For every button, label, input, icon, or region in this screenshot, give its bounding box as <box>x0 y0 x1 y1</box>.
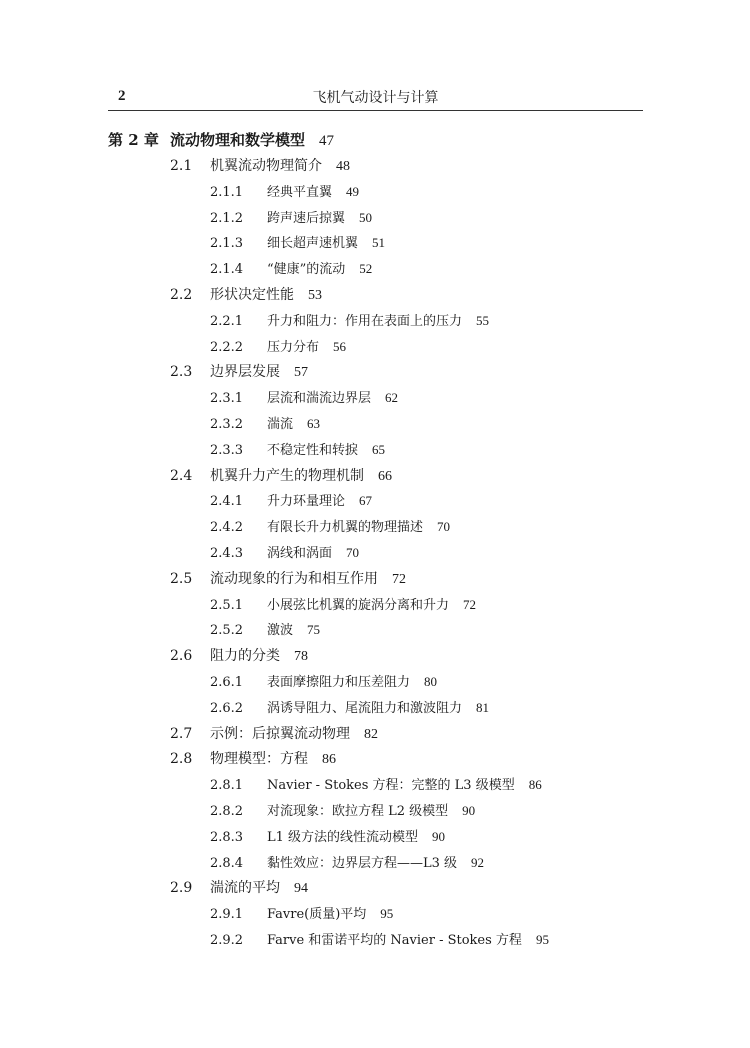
running-header <box>108 84 643 111</box>
entry-title: 黏性效应：边界层方程——L3 级 <box>267 856 458 871</box>
toc-subsection-entry <box>210 518 450 537</box>
toc-chapter-heading <box>108 131 334 150</box>
entry-page: 57 <box>294 365 308 380</box>
entry-title: 阻力的分类 <box>210 648 280 664</box>
toc-section-entry <box>170 467 392 486</box>
entry-number: 2.3.1 <box>210 391 244 406</box>
entry-page: 78 <box>294 649 308 664</box>
entry-title: 边界层发展 <box>210 364 280 380</box>
entry-number: 2.4 <box>170 468 193 484</box>
entry-page: 63 <box>307 416 321 431</box>
toc-section-entry <box>170 879 308 898</box>
entry-number: 2.1.3 <box>210 236 244 251</box>
entry-page: 94 <box>294 881 308 896</box>
entry-title: 不稳定性和转捩 <box>267 443 359 458</box>
entry-page: 72 <box>392 572 406 587</box>
entry-page: 56 <box>333 339 347 354</box>
entry-number: 2.9.2 <box>210 933 244 948</box>
entry-page: 67 <box>359 493 373 508</box>
entry-title: 经典平直翼 <box>267 185 333 200</box>
toc-subsection-entry <box>210 802 475 821</box>
entry-title: 升力和阻力：作用在表面上的压力 <box>267 314 463 329</box>
entry-title: 形状决定性能 <box>210 287 294 303</box>
toc-section-entry <box>170 363 308 382</box>
entry-number: 2.3 <box>170 364 193 380</box>
entry-title: 流动现象的行为和相互作用 <box>210 571 378 587</box>
entry-number: 2.6 <box>170 648 193 664</box>
toc-subsection-entry <box>210 389 398 408</box>
entry-title: 示例：后掠翼流动物理 <box>210 726 350 742</box>
entry-number: 2.4.2 <box>210 520 244 535</box>
entry-number: 2.4.1 <box>210 494 244 509</box>
entry-page: 49 <box>346 184 360 199</box>
entry-page: 72 <box>463 597 477 612</box>
entry-number: 2.8.1 <box>210 778 244 793</box>
entry-number: 2.1.1 <box>210 185 244 200</box>
toc-subsection-entry <box>210 260 372 279</box>
toc-subsection-entry <box>210 441 385 460</box>
toc-subsection-entry <box>210 828 445 847</box>
toc-subsection-entry <box>210 183 359 202</box>
entry-title: 机翼升力产生的物理机制 <box>210 468 364 484</box>
entry-number: 2.5.1 <box>210 598 244 613</box>
toc-section-entry <box>170 157 350 176</box>
entry-page: 53 <box>308 288 322 303</box>
toc-section-entry <box>170 570 406 589</box>
entry-number: 2.5 <box>170 571 193 587</box>
toc-section-entry <box>170 647 308 666</box>
entry-page: 62 <box>385 390 399 405</box>
entry-title: 小展弦比机翼的旋涡分离和升力 <box>267 598 450 613</box>
entry-page: 65 <box>372 442 386 457</box>
entry-title: 机翼流动物理简介 <box>210 158 322 174</box>
entry-page: 50 <box>359 210 373 225</box>
entry-page: 95 <box>535 932 549 947</box>
toc-section-entry <box>170 750 336 769</box>
entry-number: 2.8.2 <box>210 804 244 819</box>
entry-number: 2.7 <box>170 726 193 742</box>
entry-number: 2.9.1 <box>210 907 244 922</box>
book-title: 飞机气动设计与计算 <box>312 90 439 106</box>
entry-page: 55 <box>476 313 490 328</box>
entry-number: 2.5.2 <box>210 623 244 638</box>
entry-page: 52 <box>359 261 373 276</box>
entry-number: 2.1.4 <box>210 262 244 277</box>
toc-section-entry <box>170 286 322 305</box>
entry-page: 81 <box>476 700 490 715</box>
entry-title: 涡诱导阻力、尾流阻力和激波阻力 <box>267 701 463 716</box>
entry-title: 对流现象：欧拉方程 L2 级模型 <box>267 804 449 819</box>
entry-page: 90 <box>432 829 446 844</box>
entry-number: 2.1.2 <box>210 211 244 226</box>
entry-number: 2.3.2 <box>210 417 244 432</box>
entry-title: 涡线和涡面 <box>267 546 333 561</box>
entry-title: 层流和湍流边界层 <box>267 391 372 406</box>
toc-subsection-entry <box>210 338 346 357</box>
toc-subsection-entry <box>210 931 549 950</box>
toc-subsection-entry <box>210 492 372 511</box>
toc-subsection-entry <box>210 673 437 692</box>
entry-number: 2.1 <box>170 158 193 174</box>
entry-page: 70 <box>346 545 360 560</box>
entry-page: 86 <box>528 777 542 792</box>
toc-subsection-entry <box>210 596 476 615</box>
entry-number: 2.6.1 <box>210 675 244 690</box>
entry-title: L1 级方法的线性流动模型 <box>267 830 419 845</box>
toc-subsection-entry <box>210 209 372 228</box>
entry-title: 物理模型：方程 <box>210 751 308 767</box>
chapter-number: 第 2 章 <box>108 131 159 149</box>
entry-page: 92 <box>471 855 485 870</box>
entry-number: 2.8.4 <box>210 856 244 871</box>
chapter-page: 47 <box>319 133 335 149</box>
toc-subsection-entry <box>210 621 320 640</box>
entry-title: 压力分布 <box>267 340 320 355</box>
entry-title: Navier - Stokes 方程：完整的 L3 级模型 <box>267 778 515 793</box>
entry-title: Farve 和雷诺平均的 Navier - Stokes 方程 <box>267 933 522 948</box>
entry-title: “健康”的流动 <box>267 262 346 277</box>
toc-section-entry <box>170 725 378 744</box>
entry-title: 表面摩擦阻力和压差阻力 <box>267 675 411 690</box>
entry-page: 70 <box>437 519 451 534</box>
page-number: 2 <box>118 88 126 104</box>
toc-subsection-entry <box>210 312 489 331</box>
entry-number: 2.4.3 <box>210 546 244 561</box>
entry-number: 2.2.2 <box>210 340 244 355</box>
entry-page: 48 <box>336 159 350 174</box>
entry-title: 湍流的平均 <box>210 880 280 896</box>
toc-subsection-entry <box>210 776 542 795</box>
entry-number: 2.2.1 <box>210 314 244 329</box>
entry-title: 有限长升力机翼的物理描述 <box>267 520 424 535</box>
entry-page: 80 <box>424 674 438 689</box>
entry-number: 2.9 <box>170 880 193 896</box>
entry-page: 86 <box>322 752 336 767</box>
entry-title: 跨声速后掠翼 <box>267 211 346 226</box>
entry-number: 2.3.3 <box>210 443 244 458</box>
entry-page: 75 <box>307 622 321 637</box>
entry-title: 细长超声速机翼 <box>267 236 359 251</box>
entry-title: 湍流 <box>267 417 294 432</box>
toc-subsection-entry <box>210 699 489 718</box>
entry-number: 2.8 <box>170 751 193 767</box>
entry-title: 激波 <box>267 623 294 638</box>
toc-subsection-entry <box>210 905 393 924</box>
chapter-title: 流动物理和数学模型 <box>170 131 306 149</box>
entry-page: 51 <box>372 235 386 250</box>
toc-subsection-entry <box>210 234 385 253</box>
entry-number: 2.6.2 <box>210 701 244 716</box>
entry-page: 90 <box>462 803 476 818</box>
entry-title: Favre(质量)平均 <box>267 907 367 922</box>
entry-page: 66 <box>378 469 392 484</box>
toc-subsection-entry <box>210 544 359 563</box>
entry-page: 95 <box>380 906 394 921</box>
toc-subsection-entry <box>210 415 320 434</box>
entry-number: 2.8.3 <box>210 830 244 845</box>
entry-number: 2.2 <box>170 287 193 303</box>
toc-subsection-entry <box>210 854 484 873</box>
entry-page: 82 <box>364 727 378 742</box>
entry-title: 升力环量理论 <box>267 494 346 509</box>
